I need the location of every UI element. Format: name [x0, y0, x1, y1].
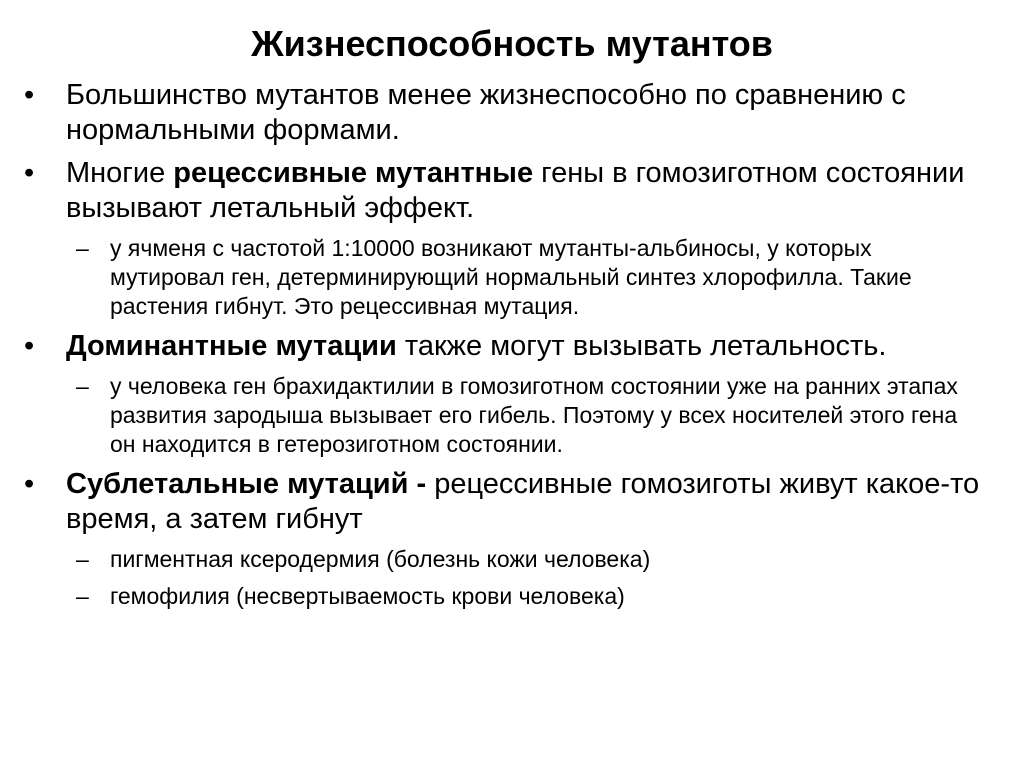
sub-text: пигментная ксеродермия (болезнь кожи человека) [110, 546, 651, 572]
bullet-item-1 [0, 78, 1024, 148]
sub-text: гемофилия (несвертываемость крови человека) [110, 583, 625, 609]
bullet-marker: • [24, 79, 35, 111]
sub-item-4-1 [0, 545, 1024, 574]
bullet-marker: • [24, 330, 35, 362]
bullet-bold-term: рецессивные мутантные [173, 157, 534, 189]
sub-marker: – [76, 235, 89, 261]
slide-title: Жизнеспособность мутантов [251, 23, 773, 64]
bullet-item-2 [0, 156, 1024, 226]
sub-item-2-1 [0, 234, 1024, 321]
bullet-item-4 [0, 467, 1024, 537]
sub-text: у человека ген брахидактилии в гомозиготном состоянии уже на ранних этапах развития зародыша вызывает его гибель. Поэтому у всех носителей этого гена он находится в гетерозиготном состоянии. [110, 373, 958, 457]
sub-item-3-1 [0, 372, 1024, 459]
sub-marker: – [76, 583, 89, 609]
sub-marker: – [76, 373, 89, 399]
bullet-prefix: Многие [66, 157, 174, 189]
bullet-text: Большинство мутантов менее жизнеспособно по сравнению с нормальными формами. [66, 79, 906, 146]
bullet-marker: • [24, 468, 35, 500]
bullet-bold-term: Доминантные мутации [66, 330, 397, 362]
slide-content [0, 78, 1024, 619]
sub-text: у ячменя с частотой 1:10000 возникают мутанты-альбиносы, у которых мутировал ген, детерминирующий нормальный синтез хлорофилла. Такие растения гибнут. Это рецессивная мутация. [110, 235, 912, 319]
bullet-item-3 [0, 329, 1024, 364]
bullet-text: рецессивные гомозиготы живут какое-то время, а затем гибнут [66, 468, 980, 535]
bullet-marker: • [24, 157, 35, 189]
bullet-text: гены в гомозиготном состоянии вызывают летальный эффект. [66, 157, 965, 224]
sub-item-4-2 [0, 582, 1024, 611]
bullet-text: также могут вызывать летальность. [396, 330, 887, 362]
sub-marker: – [76, 546, 89, 572]
bullet-bold-term: Сублетальные мутаций - [66, 468, 427, 500]
